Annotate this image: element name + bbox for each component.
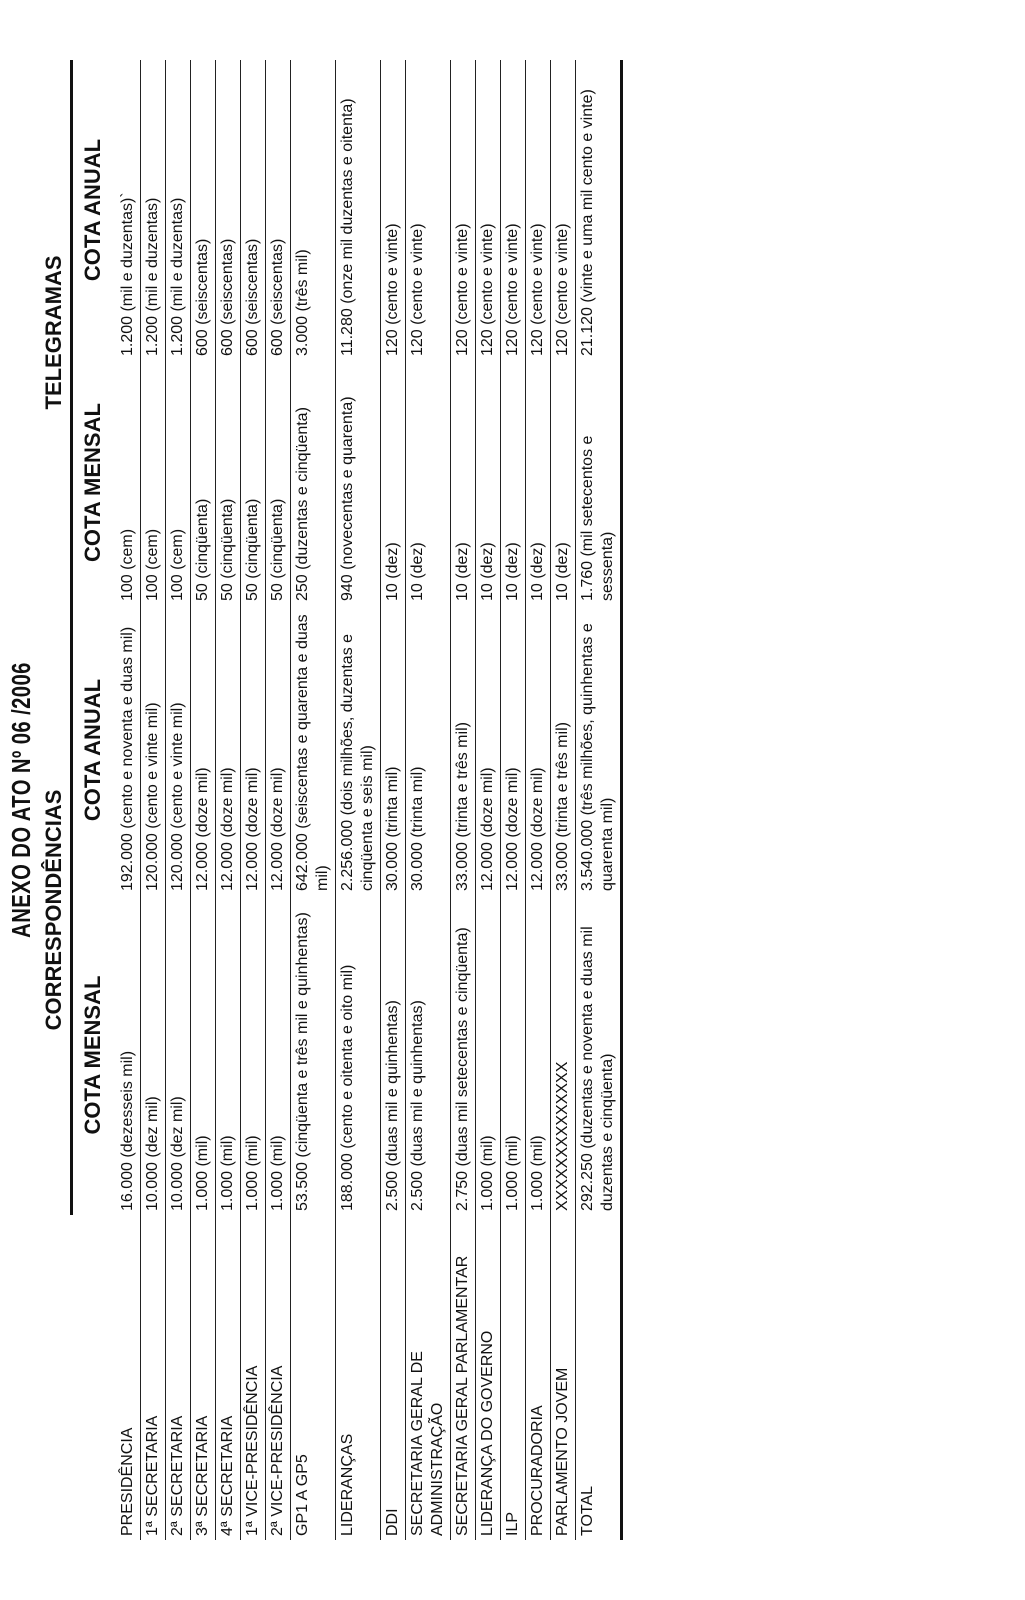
- table-row: [216, 60, 241, 1540]
- cell-tel-mensal: 100 (cem): [116, 360, 141, 605]
- cell-tel-mensal: 10 (dez): [381, 360, 406, 605]
- cell-corr-mensal: 1.000 (mil): [191, 895, 216, 1215]
- cell-corr-mensal: 2.500 (duas mil e quinhentas): [406, 895, 451, 1215]
- row-label: GP1 A GP5: [291, 1215, 336, 1540]
- cell-corr-anual: 642.000 (seiscentas e quarenta e duas mil): [291, 605, 336, 895]
- cell-corr-mensal: 2.750 (duas mil setecentas e cinqüenta): [451, 895, 476, 1215]
- cell-tel-mensal: 10 (dez): [476, 360, 501, 605]
- cell-tel-anual: 120 (cento e vinte): [406, 60, 451, 360]
- cell-tel-anual: 600 (seiscentas): [266, 60, 291, 360]
- cell-tel-mensal: 10 (dez): [406, 360, 451, 605]
- column-tel-mensal: COTA MENSAL: [79, 403, 105, 562]
- cell-corr-anual: 2.256.000 (dois milhões, duzentas e cinqüenta e seis mil): [336, 605, 381, 895]
- cell-corr-mensal: 188.000 (cento e oitenta e oito mil): [336, 895, 381, 1215]
- row-label: PRESIDÊNCIA: [116, 1215, 141, 1540]
- table-row: [116, 60, 141, 1540]
- cell-corr-anual: 3.540.000 (três milhões, quinhentas e quarenta mil): [576, 605, 622, 895]
- cell-corr-anual: 12.000 (doze mil): [216, 605, 241, 895]
- cell-tel-anual: 600 (seiscentas): [191, 60, 216, 360]
- cell-tel-mensal: 10 (dez): [551, 360, 576, 605]
- row-label: PARLAMENTO JOVEM: [551, 1215, 576, 1540]
- cell-tel-anual: 120 (cento e vinte): [381, 60, 406, 360]
- cell-tel-anual: 1.200 (mil e duzentas)`: [116, 60, 141, 360]
- cell-corr-mensal: 292.250 (duzentas e noventa e duas mil duzentas e cinqüenta): [576, 895, 622, 1215]
- cell-corr-anual: 30.000 (trinta mil): [381, 605, 406, 895]
- column-corr-mensal: COTA MENSAL: [79, 975, 105, 1135]
- row-label: SECRETARIA GERAL PARLAMENTAR: [451, 1215, 476, 1540]
- table-row: [166, 60, 191, 1540]
- table-row: [336, 60, 381, 1540]
- cell-corr-mensal: 1.000 (mil): [266, 895, 291, 1215]
- row-label: 2ª SECRETARIA: [166, 1215, 191, 1540]
- table-body: [116, 60, 622, 1540]
- cell-tel-mensal: 50 (cinqüenta): [266, 360, 291, 605]
- cell-tel-anual: 1.200 (mil e duzentas): [166, 60, 191, 360]
- table-row: [191, 60, 216, 1540]
- quota-table: [38, 60, 623, 1540]
- cell-tel-mensal: 50 (cinqüenta): [241, 360, 266, 605]
- table-row: [526, 60, 551, 1540]
- cell-corr-anual: 12.000 (doze mil): [501, 605, 526, 895]
- cell-corr-mensal: 1.000 (mil): [476, 895, 501, 1215]
- row-label: 1ª SECRETARIA: [141, 1215, 166, 1540]
- cell-corr-anual: 30.000 (trinta mil): [406, 605, 451, 895]
- cell-tel-anual: 120 (cento e vinte): [551, 60, 576, 360]
- group-telegramas: TELEGRAMAS: [38, 60, 71, 605]
- row-label: 1ª VICE-PRESIDÊNCIA: [241, 1215, 266, 1540]
- cell-corr-anual: 33.000 (trinta e três mil): [551, 605, 576, 895]
- cell-tel-anual: 120 (cento e vinte): [526, 60, 551, 360]
- cell-corr-anual: 12.000 (doze mil): [526, 605, 551, 895]
- cell-corr-anual: 120.000 (cento e vinte mil): [166, 605, 191, 895]
- cell-corr-mensal: 1.000 (mil): [526, 895, 551, 1215]
- column-corr-anual: COTA ANUAL: [79, 678, 105, 822]
- cell-tel-anual: 21.120 (vinte e uma mil cento e vinte): [576, 60, 622, 360]
- column-tel-anual: COTA ANUAL: [79, 138, 105, 282]
- row-label: TOTAL: [576, 1215, 622, 1540]
- cell-tel-anual: 1.200 (mil e duzentas): [141, 60, 166, 360]
- cell-tel-anual: 600 (seiscentas): [216, 60, 241, 360]
- table-row: [141, 60, 166, 1540]
- table-row: [406, 60, 451, 1540]
- group-correspondencias: CORRESPONDÊNCIAS: [38, 605, 71, 1215]
- cell-corr-mensal: 53.500 (cinqüenta e três mil e quinhentas): [291, 895, 336, 1215]
- row-label: LIDERANÇA DO GOVERNO: [476, 1215, 501, 1540]
- cell-corr-mensal: 1.000 (mil): [501, 895, 526, 1215]
- cell-corr-anual: 192.000 (cento e noventa e duas mil): [116, 605, 141, 895]
- cell-tel-mensal: 940 (novecentas e quarenta): [336, 360, 381, 605]
- cell-corr-anual: 12.000 (doze mil): [266, 605, 291, 895]
- row-label: DDI: [381, 1215, 406, 1540]
- cell-tel-mensal: 10 (dez): [501, 360, 526, 605]
- table-row: [551, 60, 576, 1540]
- cell-tel-anual: 120 (cento e vinte): [501, 60, 526, 360]
- document-title: ANEXO DO ATO Nº 06 /2006: [6, 662, 36, 938]
- cell-tel-mensal: 100 (cem): [166, 360, 191, 605]
- table-row: [291, 60, 336, 1540]
- cell-corr-anual: 12.000 (doze mil): [476, 605, 501, 895]
- cell-corr-mensal: 1.000 (mil): [241, 895, 266, 1215]
- cell-corr-mensal: 1.000 (mil): [216, 895, 241, 1215]
- row-label: ILP: [501, 1215, 526, 1540]
- cell-corr-mensal: 10.000 (dez mil): [166, 895, 191, 1215]
- table-row: [241, 60, 266, 1540]
- cell-corr-mensal: 16.000 (dezesseis mil): [116, 895, 141, 1215]
- row-label: SECRETARIA GERAL DE ADMINISTRAÇÃO: [406, 1215, 451, 1540]
- cell-tel-anual: 120 (cento e vinte): [451, 60, 476, 360]
- cell-corr-mensal: XXXXXXXXXXXXXX: [551, 895, 576, 1215]
- cell-corr-anual: 12.000 (doze mil): [241, 605, 266, 895]
- row-label: 2ª VICE-PRESIDÊNCIA: [266, 1215, 291, 1540]
- cell-tel-anual: 120 (cento e vinte): [476, 60, 501, 360]
- cell-corr-mensal: 2.500 (duas mil e quinhentas): [381, 895, 406, 1215]
- cell-corr-anual: 120.000 (cento e vinte mil): [141, 605, 166, 895]
- cell-tel-mensal: 10 (dez): [526, 360, 551, 605]
- column-header-row: [71, 60, 116, 1540]
- cell-tel-mensal: 50 (cinqüenta): [191, 360, 216, 605]
- row-label: 3ª SECRETARIA: [191, 1215, 216, 1540]
- cell-tel-mensal: 50 (cinqüenta): [216, 360, 241, 605]
- cell-tel-anual: 11.280 (onze mil duzentas e oitenta): [336, 60, 381, 360]
- row-label: 4ª SECRETARIA: [216, 1215, 241, 1540]
- table-row: [501, 60, 526, 1540]
- cell-tel-mensal: 10 (dez): [451, 360, 476, 605]
- row-label: PROCURADORIA: [526, 1215, 551, 1540]
- cell-tel-anual: 3.000 (três mil): [291, 60, 336, 360]
- cell-tel-anual: 600 (seiscentas): [241, 60, 266, 360]
- table-row: [476, 60, 501, 1540]
- table-row: [451, 60, 476, 1540]
- cell-corr-mensal: 10.000 (dez mil): [141, 895, 166, 1215]
- table-row: [266, 60, 291, 1540]
- cell-tel-mensal: 1.760 (mil setecentos e sessenta): [576, 360, 622, 605]
- table-row: [576, 60, 622, 1540]
- group-header-row: [38, 60, 71, 1540]
- cell-corr-anual: 33.000 (trinta e três mil): [451, 605, 476, 895]
- row-label: LIDERANÇAS: [336, 1215, 381, 1540]
- cell-tel-mensal: 100 (cem): [141, 360, 166, 605]
- table-row: [381, 60, 406, 1540]
- column-header-label: [71, 1215, 116, 1540]
- cell-corr-anual: 12.000 (doze mil): [191, 605, 216, 895]
- cell-tel-mensal: 250 (duzentas e cinqüenta): [291, 360, 336, 605]
- group-header-blank: [38, 1215, 71, 1540]
